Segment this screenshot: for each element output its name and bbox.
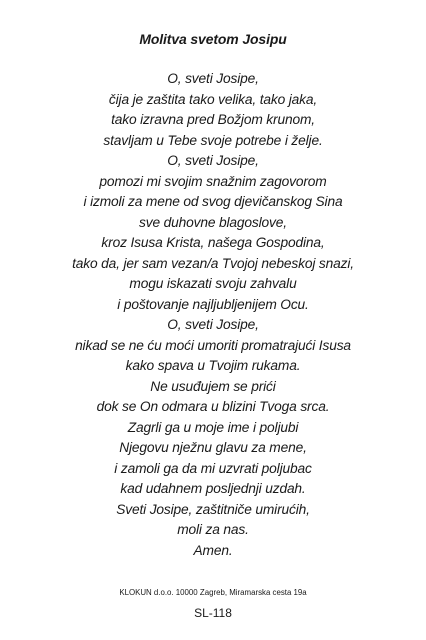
prayer-line: i izmoli za mene od svog djevičanskog Sina	[83, 194, 343, 209]
publisher-info: KLOKUN d.o.o. 10000 Zagreb, Miramarska cesta 19a	[119, 588, 307, 597]
prayer-line: sve duhovne blagoslove,	[139, 214, 287, 230]
prayer-title: Molitva svetom Josipu	[139, 31, 287, 47]
prayer-line: stavljam u Tebe svoje potrebe i želje.	[103, 132, 323, 148]
prayer-line: O, sveti Josipe,	[167, 153, 259, 168]
prayer-line: kako spava u Tvojim rukama.	[125, 358, 301, 373]
prayer-line: nikad se ne ću moći umoriti promatrajući Isusa	[75, 337, 351, 353]
prayer-line: Amen.	[193, 542, 233, 558]
prayer-line: mogu iskazati svoju zahvalu	[129, 276, 297, 291]
prayer-line: Sveti Josipe, zaštitniče umirućih,	[116, 501, 310, 517]
prayer-line: tako izravna pred Božjom krunom,	[111, 112, 315, 127]
prayer-line: pomozi mi svojim snažnim zagovorom	[99, 173, 327, 189]
product-code: SL-118	[194, 606, 232, 620]
prayer-line: Njegovu nježnu glavu za mene,	[119, 440, 307, 455]
prayer-line: i poštovanje najljubljenijem Ocu.	[117, 296, 309, 312]
prayer-line: tako da, jer sam vezan/a Tvojoj nebeskoj snazi,	[72, 255, 354, 271]
prayer-line: O, sveti Josipe,	[167, 317, 259, 332]
prayer-line: i zamoli ga da mi uzvrati poljubac	[114, 460, 312, 476]
prayer-line: Zagrli ga u moje ime i poljubi	[127, 419, 299, 435]
prayer-line: čija je zaštita tako velika, tako jaka,	[108, 91, 318, 107]
prayer-line: kad udahnem posljednji uzdah.	[120, 481, 306, 496]
prayer-line: moli za nas.	[177, 522, 249, 537]
prayer-text	[0, 69, 426, 561]
prayer-line: O, sveti Josipe,	[167, 71, 259, 86]
prayer-line: Ne usuđujem se prići	[150, 378, 276, 394]
prayer-line: dok se On odmara u blizini Tvoga srca.	[96, 399, 330, 414]
prayer-line: kroz Isusa Krista, našega Gospodina,	[101, 235, 325, 250]
